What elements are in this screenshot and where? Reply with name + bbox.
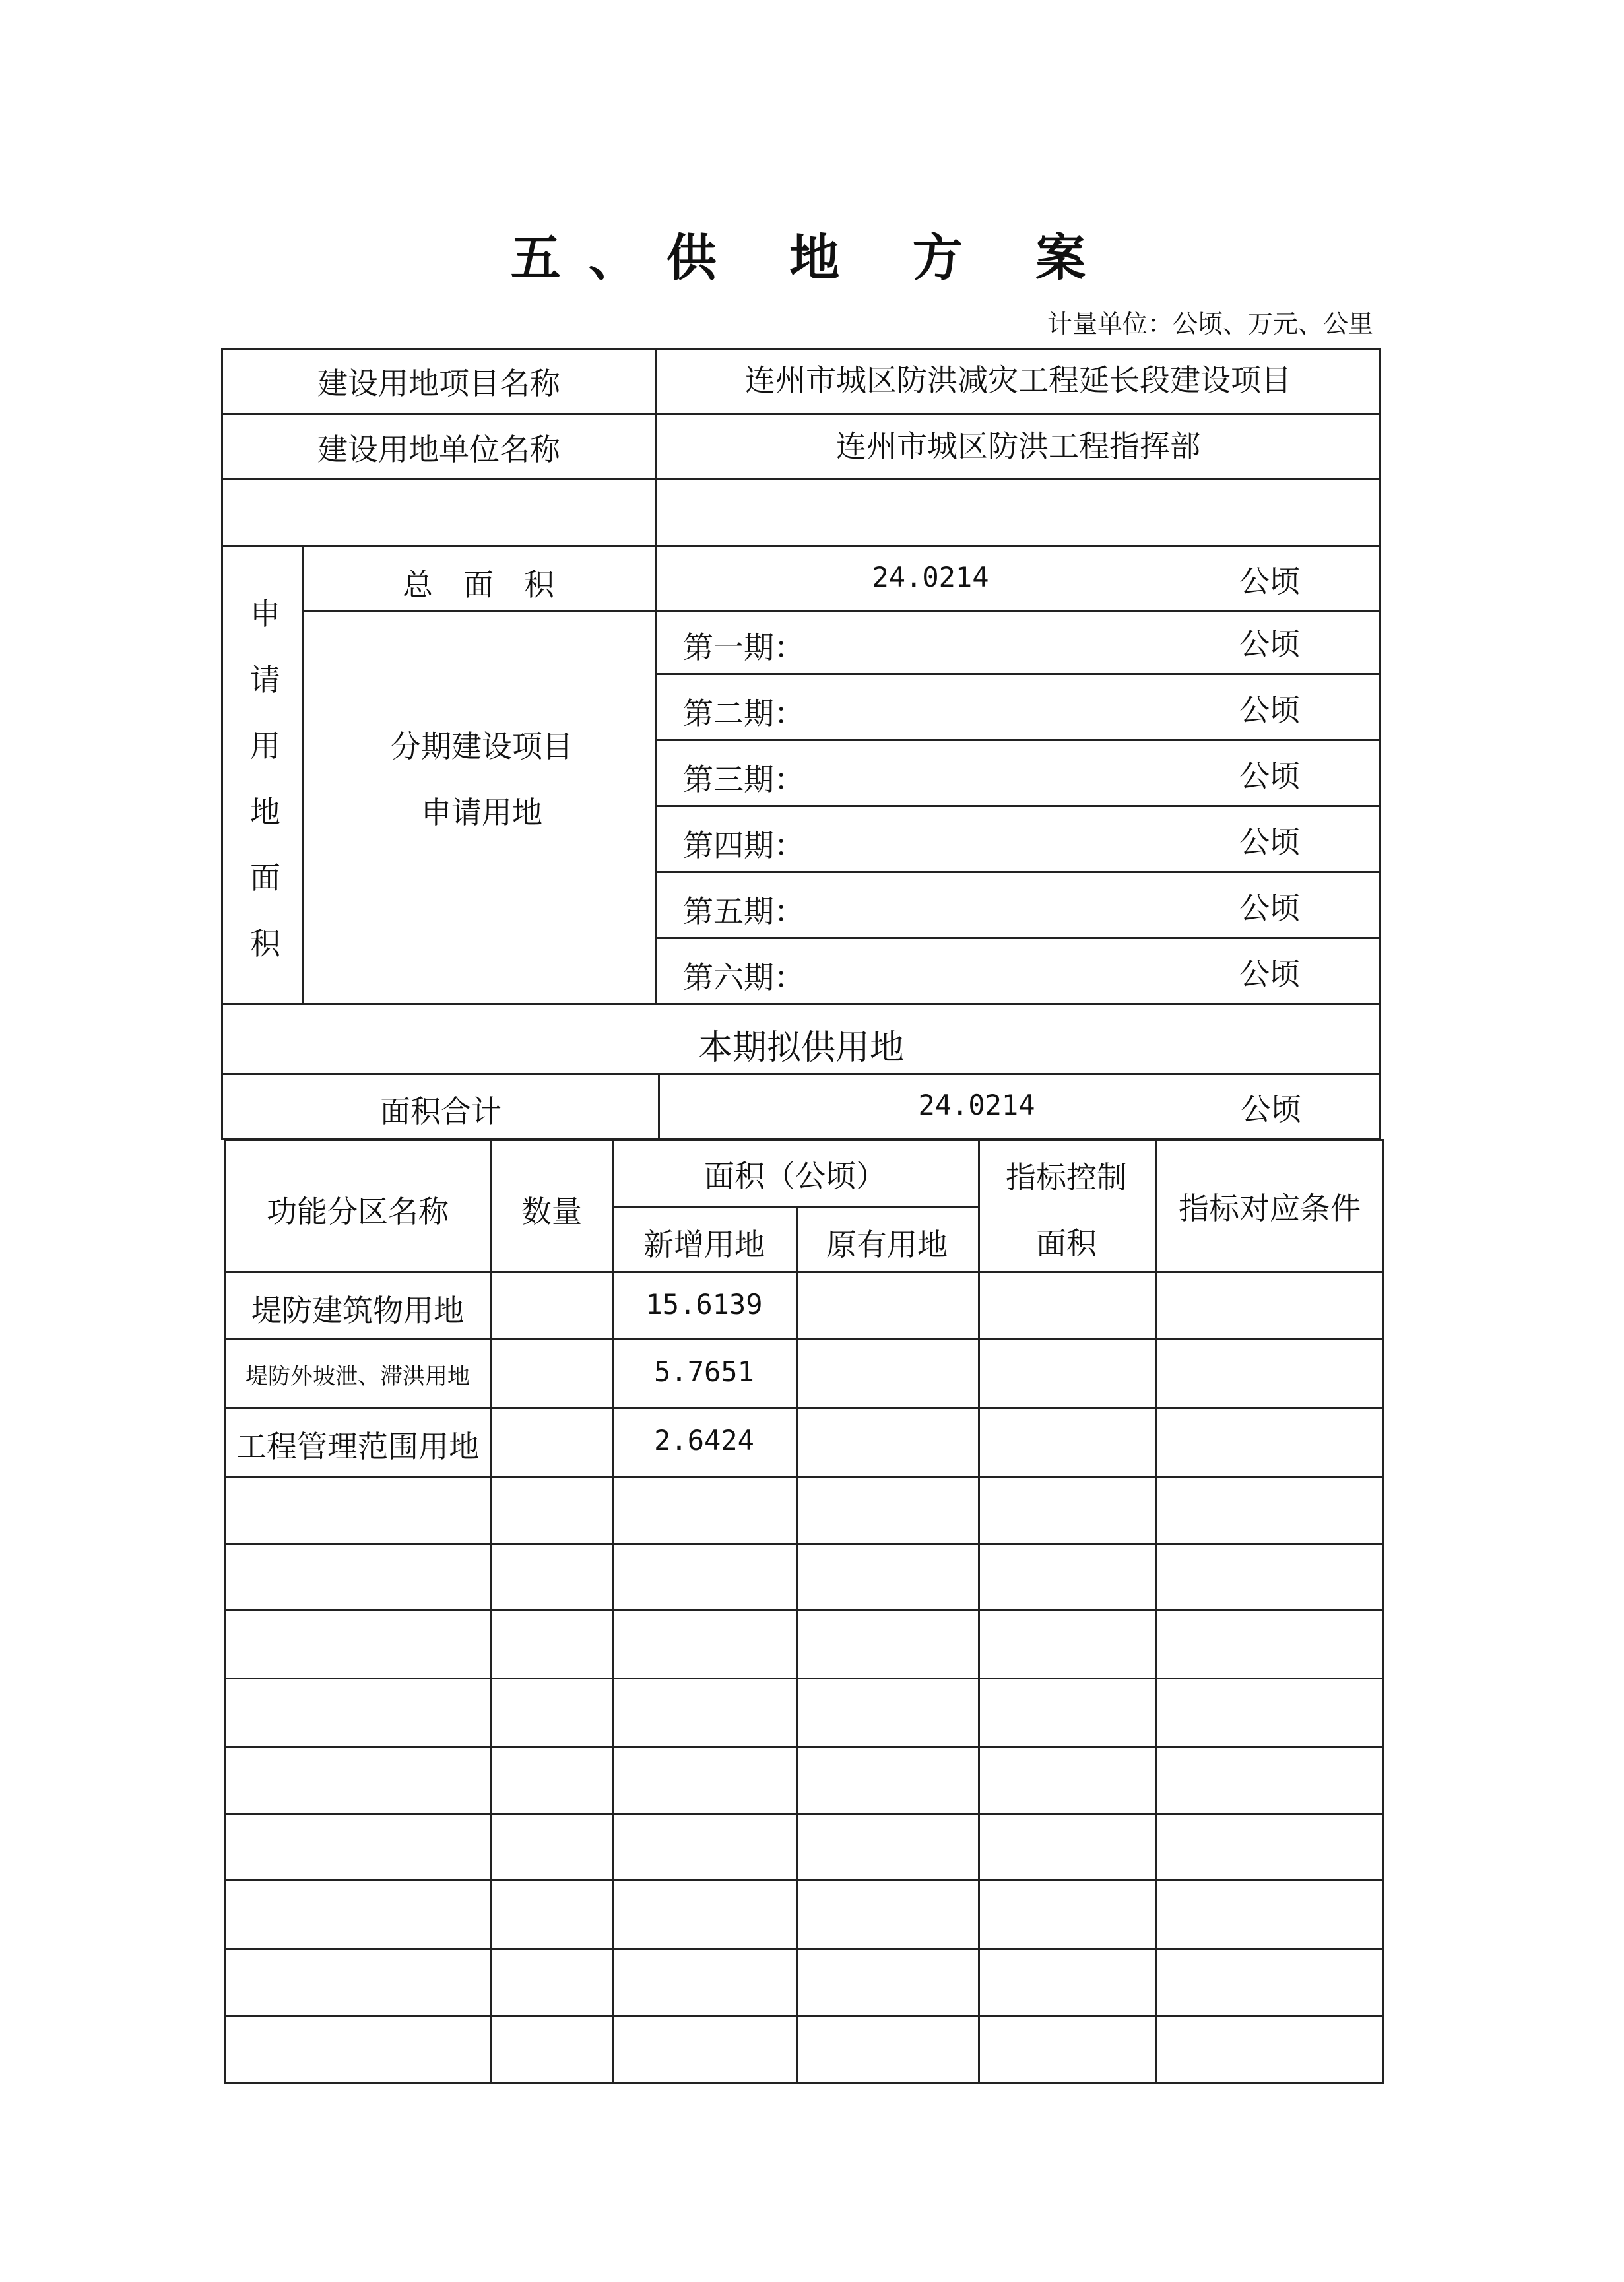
total-area-label: 总 面 积 [403,567,554,603]
table-row-2-name: 堤防外坡泄、滞洪用地 [245,1363,470,1390]
phase-label-line1: 分期建设项目 [391,729,573,764]
phase-4-unit: 公顷 [1239,824,1300,860]
table-row-1-name: 堤防建筑物用地 [251,1293,464,1328]
area-total-value: 24.0214 [918,1089,1035,1121]
col-area-header: 面积（公顷） [704,1158,886,1194]
area-total-unit: 公顷 [1241,1092,1301,1127]
phase-1-label: 第一期： [683,630,804,665]
table-row-3-new-area: 2.6424 [654,1424,754,1456]
col-area-existing-header: 原有用地 [826,1227,948,1262]
total-area-unit: 公顷 [1239,564,1300,599]
table-row-3-name: 工程管理范围用地 [236,1429,479,1464]
current-supply-title: 本期拟供用地 [698,1028,905,1068]
col-cond-header: 指标对应条件 [1179,1190,1361,1226]
phase-3-unit: 公顷 [1239,758,1300,794]
col-name-header: 功能分区名称 [267,1194,449,1229]
unit-name-label: 建设用地单位名称 [317,432,560,467]
table-row-2-new-area: 5.7651 [654,1355,754,1388]
col-qty-header: 数量 [521,1194,582,1229]
unit-note: 计量单位：公顷、万元、公里 [1047,310,1373,339]
table-row-1-new-area: 15.6139 [645,1288,763,1320]
phase-3-label: 第三期： [683,762,804,797]
project-name-label: 建设用地项目名称 [317,366,560,401]
phase-5-label: 第五期： [683,894,804,929]
phase-4-label: 第四期： [683,828,804,863]
phase-2-unit: 公顷 [1239,692,1300,728]
page-title: 五、供 地 方 案 [510,228,1114,287]
phase-label-line2: 申请用地 [421,795,542,830]
unit-name-value: 连州市城区防洪工程指挥部 [836,428,1200,464]
col-ctrl-header-line2: 面积 [1036,1225,1097,1261]
zone-table [224,1139,1384,2084]
phase-2-label: 第二期： [683,696,804,731]
phase-6-label: 第六期： [683,960,804,995]
col-area-new-header: 新增用地 [643,1227,765,1262]
col-ctrl-header-line1: 指标控制 [1006,1159,1127,1195]
area-total-label: 面积合计 [380,1093,502,1129]
phase-5-unit: 公顷 [1239,890,1300,926]
total-area-value: 24.0214 [872,561,989,593]
phase-6-unit: 公顷 [1239,956,1300,992]
project-name-value: 连州市城区防洪减灾工程延长段建设项目 [745,362,1291,398]
phase-1-unit: 公顷 [1239,626,1300,662]
apply-area-side-label: 申 请 用 地 面 积 [250,596,280,962]
